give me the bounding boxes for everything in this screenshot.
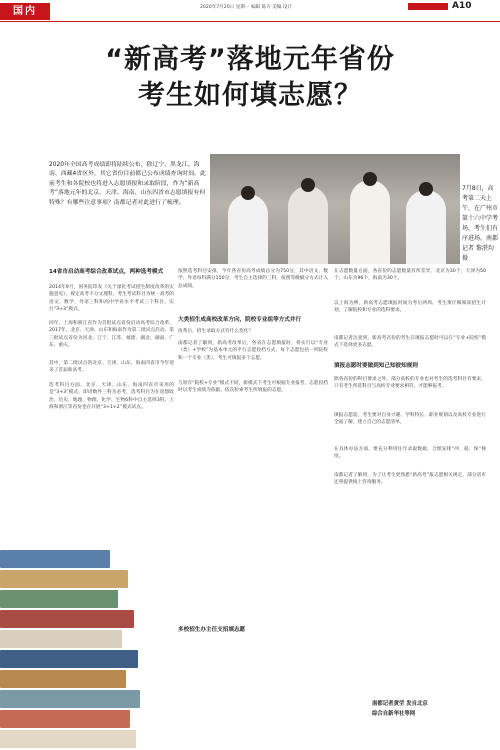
book (0, 650, 138, 668)
col2-para-4: 与原有“院校+专业”模式不同，新模式下考生可根据专业报考，志愿投档时以考生成绩为依据，依次检索考生所填报的志愿。 (178, 381, 328, 394)
book (0, 570, 128, 588)
student-head (419, 182, 433, 196)
col1-subhead: 14省市启动高考综合改革试点，两种选考模式 (49, 269, 164, 275)
col2-subhead: 大类招生成高校改革方向，院校专业组等方式并行 (178, 317, 302, 323)
book (0, 550, 110, 568)
book (0, 630, 122, 648)
col3-para-5: 填报志愿前，考生要对自身兴趣、学科特长、职业规划以及高校专业进行全面了解，建立自己的志愿清单。 (334, 413, 486, 426)
col2-subhead-2: 多校招生办主任支招填志愿 (178, 627, 246, 633)
masthead-rule (0, 21, 500, 22)
col3-subhead: 填报志愿时要做到知己知彼知规则 (334, 363, 418, 369)
student-figure (350, 180, 390, 264)
page-number: A10 (452, 1, 472, 11)
student-figure (228, 194, 268, 264)
col3-para-6: 在具体办法方面，要充分利用往年录取数据，合理安排“冲、稳、保”梯度。 (334, 447, 486, 460)
byline-reporter: 南都记者黄茔 发自北京 (372, 701, 428, 707)
photo-caption: 7月8日，高考第二天上午，在广州市第十六中学考场，考生们有序进场。南都记者 黎湛均 摄 (462, 185, 499, 262)
headline-line-2: 考生如何填志愿？ (138, 80, 362, 111)
headline-line-1: “新高考”落地元年省份 (105, 44, 395, 75)
book (0, 690, 140, 708)
byline-source: 综合自新华社等网 (372, 711, 416, 717)
student-figure (288, 186, 328, 264)
book (0, 670, 126, 688)
book (0, 710, 130, 728)
col2-para-1: 按照选考科目安排，今年各省份高考成绩总分为750分，其中语文、数学、外语每科满分150分，考生自主选择的三科，按照等级赋分方式计入总成绩。 (178, 269, 328, 289)
books-illustration (0, 550, 140, 750)
col1-para-3: 其中，第二批试点的北京、天津、山东、海南四省市今年迎来了首届新高考。 (49, 361, 174, 374)
student-head (301, 178, 315, 192)
date-line: 2020年7月20日 星期一 编辑 陈卉 美编 设计 (200, 5, 293, 10)
col2-para-2: 改革后，招生录取方式有什么变化？ (178, 329, 254, 334)
col2-para-3: 南都记者了解到，新高考改革后，各省在志愿填报时，将实行以“专业（类）+学校”为基本单元的平行志愿投档方式，每个志愿包括一所院校和一个专业（类），考生可填报多个志愿。 (178, 341, 328, 361)
news-photo (210, 154, 460, 264)
book (0, 590, 118, 608)
col3-para-4: 除各省份的科目要求之外，部分高校的专业也对考生的选考科目有要求，只有考生所选科目与高校专业要求相符，才能够报考。 (334, 377, 486, 390)
col3-para-3: 南都记者注意到，新高考省份的考生在填报志愿时可以在“专业+院校”模式下选择更多志愿。 (334, 336, 486, 349)
col3-para-2: 以上海为例，新高考志愿填报时间为考后两周。考生须仔细阅读招生计划，了解院校和专业的选科要求。 (334, 301, 486, 314)
masthead (0, 0, 500, 22)
col3-para-1: 在志愿数量方面，各省份的志愿数量有所差异，北京为30个，天津为50个，山东为96个，海南为30个。 (334, 269, 486, 282)
col1-para-2: 同年，上海和浙江省作为首批试点省份启动高考综合改革，2017年，北京、天津、山东和海南作为第二批试点启动。第三批试点省份为河北、辽宁、江苏、福建、湖北、湖南、广东、重庆。 (49, 321, 174, 349)
student-head (241, 186, 255, 200)
student-head (363, 172, 377, 186)
section-tag: 国内 (0, 3, 50, 20)
student-figure (406, 190, 446, 264)
col3-para-7: 南都记者了解到，为了让考生更熟悉“新高考”报志愿相关规定，部分省市还将提供线上咨询服务。 (334, 473, 486, 486)
col1-para-4: 选考科目方面，北京、天津、山东、海南四省市采用的是“3+3”模式，即语数外三科为必考，选考科目为在思想政治、历史、地理、物理、化学、生物6科中自主选择3科。上海和浙江等省份也在开展“3+1+2”模式试点。 (49, 383, 174, 411)
book (0, 730, 136, 748)
lede-paragraph: 2020年全国高考成绩即将陆续公布，除辽宁、黑龙江、海南、西藏4省区外，其它省份目前都已公布成绩查询时间。此前考生和各院校也将进入志愿填报和录取阶段，作为“新高考”落地元年的北京、天津、海南、山东四省市志愿填报有何特殊？有哪些注意事项？南都记者对此进行了梳理。 (49, 162, 206, 206)
edition-tag (408, 3, 448, 10)
headline (0, 42, 500, 114)
col1-para-1: 2014年9月，国务院印发《关于深化考试招生制度改革的实施意见》，规定高考不分文理科，考生考试科目为统一高考的语文、数学、外语三科和高中学业水平考试三个科目，实行“3+3”模式。 (49, 285, 174, 313)
book (0, 610, 134, 628)
